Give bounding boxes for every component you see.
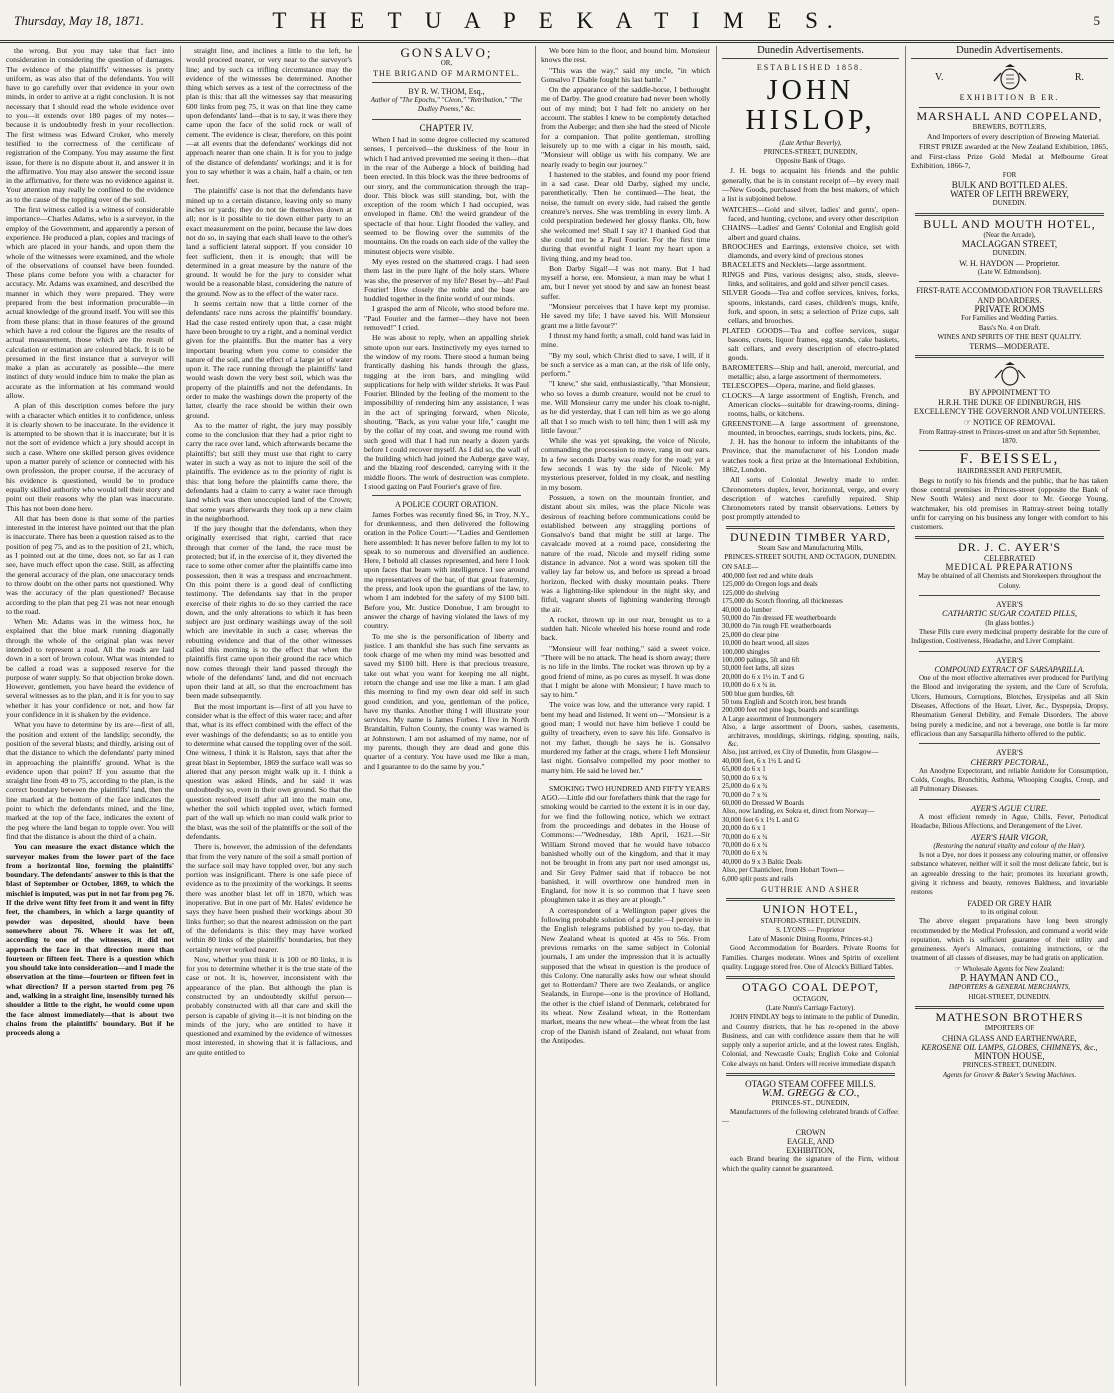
timber-item: 175,000 do Scotch flooring, all thicknesses <box>722 597 843 606</box>
divider <box>915 536 1104 539</box>
union-hotel-proprietor: S. LYONS — Proprietor <box>776 925 845 934</box>
timber-item: 20,000 do 6 x 1 <box>722 824 766 833</box>
timber-on-sale: ON SALE— <box>722 562 759 571</box>
column-rule <box>716 46 717 1386</box>
coffee-mills-title: OTAGO STEAM COFFEE MILLS. <box>745 1079 876 1090</box>
column-5-advertisements <box>722 46 899 1384</box>
timber-item: 100,000 shingles <box>722 647 770 656</box>
coffee-mills-text: each Brand bearing the signature of the Firm, without which the quality cannot be guaranteed. <box>722 1155 899 1173</box>
article-paragraph: When Mr. Adams was in the witness box, he explained that the blue mark running diagonally through the whole of the original plan was never intended to represent a road. All the roads are laid down in a sort of brown colour. What was intended to be called a road was a supposed reserve for the purpose of water supply. So that objection broke down. However, gentlemen, you have heard the evidence of several witnesses as to the plan, and it is for you to say whether it has your confidence or not, and how far your confidence in it is shaken by the evidence. <box>6 617 174 720</box>
divider <box>919 799 1100 800</box>
beissel-title: F. BEISSEL, <box>959 451 1060 468</box>
story-paragraph: On the appearance of the saddle-horse, I bethought me of Darby. The good creature had never been wholly out of my mind; but I had felt no anxiety on her account. The stables I knew to be completely detached from the Auberge; and then she had the steed of Nicole for a companion. That polite gentleman, strolling leisurely up to me with a cigar in his mouth, said, "Monsieur will oblige us with his company. We are nearly ready to begin our journey." <box>541 85 710 169</box>
timber-item: 10,000 do heart wood, all sizes <box>722 639 809 648</box>
article-paragraph: You can measure the exact distance which the surveyor makes from the lower part of the face from a horizontal line, forming the plaintiffs' boundary. The defendants' answer to this is that the blast of September or October, 1869, to which the mischief is imputed, was put in not far from peg 76. If the drive went fifty feet from it and went in fifty feet, the chambers, in which a large quantity of powder was deposited, should have been somewhere about 76. Where it was let off, according to one of the witnesses, it did not approach the face in that direction more than fourteen or fifteen feet. There is a question which you should take into consideration—and I made the observation at the time—fourteen or fifteen feet in what direction? If a person started from peg 76 and, walking in a straight line, insensibly turned his shoulder a little to the right, he would come upon the face almost immediately—that is about two chains from the plaintiffs' boundary. But if he proceeds along a <box>6 842 174 1038</box>
timber-item: 70,000 do 6 x ¾ <box>722 840 768 849</box>
story-byline-note: Author of "The Epochs," "Cleon," "Retribution," "The Dudley Poems," &c. <box>370 96 523 114</box>
goods-item: BRACELETS and Necklets—large assortment. <box>722 260 867 270</box>
coal-depot-title: OTAGO COAL DEPOT, <box>741 980 880 995</box>
article-paragraph: the wrong. But you may take that fact into consideration in considering the question of damages. The evidence of the plaintiffs' witnesses is pretty uniform, as was also that of the defendants. You will have to go carefully over that evidence in your own minds, in order to arrive at a right conclusion. It is not necessary that I should read the whole evidence over to you—it extends over 180 pages of my notes—because it is undoubtedly fresh in your recollection. The first witness was Edward Croker, who merely testified to the correctness of the certificate of registration of the Company. You may assume the first issue, for there is no dispute about it, and answer it in the affirmative. You may also answer the second issue in the affirmative, for there was no evidence against it. Your attention may really be confined to the evidence as to the cause of the toppling over of the soil. <box>6 46 174 204</box>
beissel-sub: HAIRDRESSER AND PERFUMER, <box>957 466 1062 475</box>
royal-arms-icon <box>990 63 1030 91</box>
exhibition-line: EXHIBITION B ER. <box>959 93 1060 103</box>
bull-hotel-terms: TERMS—MODERATE. <box>969 342 1050 352</box>
timber-item: 70,000 do 7 x ¾ <box>722 790 768 799</box>
masthead <box>0 0 1114 43</box>
story-paragraph: When I had in some degree collected my scattered senses, I perceived—the duskiness of the hour in which I had arrived prevented me seeing it then—that in the rear of the Auberge a block of building had been erected. In this block was the three bedrooms of our story, and the communication through the trap-door. This block was still standing, but, with the exception of the room which I had occupied, was enveloped in flame. Oh! the weird grandeur of the spectacle of that hour. Light flooded the valley, and seemed to be flowing over the summits of the mountains. On the roads on each side of the valley the minutest objects were visible. <box>364 135 529 256</box>
timber-item: 500 blue gum hurdles, 6ft <box>722 689 795 698</box>
article-paragraph: straight line, and inclines a little to the left, he would proceed nearer, or very near to the surveyor's line; and by such ca trifling circumstance may the evidence of the witnesses be determined. Another thing which serves as a test of the correctness of the plan is this: that all the witnesses say that measuring 600 links from peg 75, it was on that line they came upon defendants' land—that is to say, it was there they came upon the face of the solid rock or wall of cement. The evidence is clear, therefore, on this point—at all events that the defendants' workings did not approach nearer than one chain. It is for you to judge of the distance of defendants' workings; and it is for you to say whether it was a chain, half a chain, or ten feet. <box>186 46 352 186</box>
ayer-obtain: May be obtained of all Chemists and Storekeepers throughout the Colony. <box>917 572 1102 590</box>
timber-item: Also, per Chanticleer, from Hobart Town— <box>722 866 845 875</box>
timber-item: 50,000 do 7in dressed FE weatherboards <box>722 613 836 622</box>
timber-item: 50,000 feet laths, all sizes <box>722 664 795 673</box>
firm-note: (Late Arthur Beverly), <box>779 138 842 147</box>
story-byline: BY R. W. THOM, Esq., <box>408 86 485 96</box>
bull-hotel-title: BULL AND MOUTH HOTEL, <box>923 216 1096 231</box>
advertisements-heading: Dunedin Advertisements. <box>722 46 899 59</box>
removal-title-text: NOTICE OF REMOVAL <box>973 418 1056 428</box>
timber-yard-sub: Steam Saw and Manufacturing Mills, <box>758 544 863 553</box>
timber-item: 40,000 do 9 x 3 Baltic Deals <box>722 857 802 866</box>
appointment-text: H.R.H. THE DUKE OF EDINBURGH, HIS EXCELLENCY THE GOVERNOR AND VOLUNTEERS. <box>913 397 1106 417</box>
ayer-1: AYER'S <box>996 600 1023 610</box>
beissel-text: Begs to notify to his friends and the public, that he has taken those central premises in Princes-street (opposite the Bank of New South Wales) and next door to Mr. George Young, watchmaker, his old premises in Rattray-street being totally unfit for carrying on his business any longer with comfort to his customers. <box>911 475 1108 532</box>
police-court-paragraph: To me she is the personification of liberty and justice. I am thankful she has such fine servants as took charge of me when my mind was besotted and saved my $100 bill. Here is that precious treasure, take out what you want for keeping me all night, return the change and use me like a man. I am glad this morning to find my own dear old self in such good condition, and you, gentleman of the police, have my thanks. Another thing I will illustrate your services. My name is James Forbes. I live in North Brandaltin, Fulton County, the county was warned is at Johnstown. I am not ashamed of my name, nor of my parents, though they are dead and gone this quarter of a century. You have used me like a man, and I guarantee to do the same by you." <box>364 631 529 771</box>
bull-hotel-private-2: For Families and Wedding Parties. <box>961 314 1058 323</box>
column-6-advertisements <box>911 46 1108 1384</box>
column-rule <box>180 46 181 1386</box>
bull-hotel-late: (Late W. Edmondson). <box>977 268 1042 277</box>
removal-title: ☞ NOTICE OF REMOVAL <box>963 418 1056 428</box>
coffee-mills-intro: Manufacturers of the following celebrated brands of Coffee:— <box>722 1107 899 1126</box>
divider <box>372 119 521 120</box>
matheson-importers: IMPORTERS OF <box>984 1024 1035 1033</box>
timber-item: 70,000 do 6 x ¾ <box>722 832 768 841</box>
bull-hotel-draft: Bass's No. 4 on Draft. <box>978 323 1041 332</box>
brewer-title: MARSHALL AND COPELAND, <box>916 108 1103 123</box>
story-paragraph: The voice was low, and the utterance very rapid. I bent my head and listened. It went on—"Monsieur is a good man; I would not have him believe I could be guilty of treachery, even to save his life. Gonsalvo is not my father, though he says he is. Gonsalvo murdered my father at the crags, where I left Monsieur last night. Gonsalvo compelled my poor mother to marry him. He said he loved her." <box>541 700 710 775</box>
column-2-court-report <box>186 46 352 1384</box>
timber-item: 30,000 do 7in rough FE weatherboards <box>722 622 832 631</box>
timber-item: 40,000 do lumber <box>722 605 772 614</box>
brewer-for: FOR <box>1002 171 1017 180</box>
coal-depot-address: OCTAGON, <box>792 994 829 1003</box>
story-paragraph: I grasped the arm of Nicole, who stood before me. "Paul Fourier and the farmer—they have not been removed!" I cried. <box>364 304 529 333</box>
story-paragraph: I hastened to the stables, and found my poor friend in a sad case. Dear old Darby, sighed my uncle, parenthetically. Then he continued—The heat, the noise, the tumult on every side, had raised the gentle creature's nerves. She was trembling in every limb. A cold perspiration bedewed her glossy flanks. Oh, how she welcomed me! Shall I say it? I thanked God that she could not be a Paul Fourier. For the first time during that eventful night I leant my heart upon a living thing, and my head too. <box>541 169 710 263</box>
timber-item: 30,000 feet 6 x 1½ L and G <box>722 815 799 824</box>
ayer-sarsaparilla-text: One of the most effective alternatives ever produced for Purifying the Blood and invigorating the system, and the Cure of Scrofula, Ulcers, Humours, Corruptions, Blotches, Erysipelas and all Skin Diseases, Affections of the Heart, Liver, &c., Dyspepsia, Dropsy, Rheumatism General Debility, and Female Disorders. The above being purely a medicine, and not a beverage, one bottle is far more efficacious than any Sarsaparilla hitherto offered to the public. <box>911 674 1108 738</box>
ayer-3: AYER'S <box>996 748 1023 758</box>
timber-item: A Large assortment of Ironmongery <box>722 714 823 723</box>
brewer-bulk: BULK AND BOTTLED ALES. <box>951 179 1068 190</box>
vr-letter-r: R. <box>1074 72 1084 84</box>
bull-hotel-first: FIRST-RATE ACCOMMODATION FOR TRAVELLERS AND BOARDERS. <box>916 286 1103 305</box>
ayer-sarsaparilla: COMPOUND EXTRACT OF SARSAPARILLA. <box>934 664 1085 674</box>
divider <box>372 495 521 496</box>
timber-item: 25,000 do clear pine <box>722 630 780 639</box>
ayer-ague-text: A most efficient remedy in Ague, Chills, Fever, Periodical Headache, Bilious Affections, and Derangement of the Liver. <box>911 813 1108 831</box>
article-paragraph: The plaintiffs' case is not that the defendants have mined up to a certain distance, leaving only so many inches or yards; they do not tie themselves down at all; nor is it possible to tie down either party to an exact measurement on the point, because the law does not do so, in saying that each shall leave to the other's land a sufficient lateral support. If you consider 10 feet sufficient, then it is enough; that will be determined in a great measure by the nature of the ground. It would be for the jury to consider what would be a reasonable blast, considering the nature of the ground. Now as to the effect of the water race. <box>186 186 352 298</box>
goods-item: WATCHES—Gold and silver, ladies' and gents', open-faced, and hunting, cyclone, and every other description <box>722 204 899 223</box>
timber-item: 125,000 do shelving <box>722 588 779 597</box>
column-3 <box>364 46 529 1384</box>
vr-letter-v: V. <box>935 72 944 84</box>
chapter-heading: CHAPTER IV. <box>419 122 474 133</box>
story-paragraph: "This was the way," said my uncle, "in which Gonsalvo l' Diable fought his last battle." <box>541 65 710 84</box>
police-court-title: A POLICE COURT ORATION. <box>395 500 498 510</box>
timber-item: 125,000 do Oregon logs and deals <box>722 580 818 589</box>
article-paragraph: But the most important is—first of all you have to consider what is the effect of this water race; and after that, what is its effect combined with the effect of the ever washings of the defendants; so as to entitle you to determine what caused the toppling over of the soil. One witness, I think it is Ralston, says that after the great blast in September, 1869 the surface wall was so altered that any person might walk up it. I think a question was asked Hinds, and he said it was undoubtedly so, even in their own ground. So that the question resolved itself after all into the main one, whether the soil which toppled over, which formed part of the wall up which no man could walk prior to the blast, was the soil of the plaintiffs or the soil of the defendants. <box>186 701 352 841</box>
story-paragraph: Bon Darby Sigal!—I was not many. But I had myself a horse, ere. Monsieur, a man may be what I am, but I never yet stood by and saw an honest beast suffer. <box>541 263 710 301</box>
firm-note-3: All sorts of Colonial Jewelry made to order. Chronometers duplex, lever, horizontal, verge, and every description of watches carefully repaired. Ship Chronometers rated by transit observations. Letters by post promptly attended to <box>722 475 899 522</box>
ayer-agent-3: HIGH-STREET, DUNEDIN. <box>968 992 1051 1001</box>
column-rule <box>535 46 536 1386</box>
newspaper-title: T H E T U A P E K A T I M E S. <box>272 8 842 33</box>
matheson-china: CHINA GLASS AND EARTHENWARE, <box>942 1033 1077 1043</box>
ayer-pills: CATHARTIC SUGAR COATED PILLS, <box>942 608 1077 619</box>
story-paragraph: He was about to reply, when an appalling shriek smote upon our ears. Instinctively my eyes turned to the window of my room. There stood a human being frantically dashing his hands through the glass, tugging at the iron bars, and mingling wild supplications for help with wilder shrieks. It was Paul Fourier. Blinded by the feeling of the moment to the impossibility of rendering him any assistance, I was in the act of springing forward, when Nicole, shouting, "Back, as you value your life," caught me by the collar of my coat, and swung me round with such good will that I had run nearly a dozen yards before I could recover myself. As I did so, the wall of the building which had joined the Auberge gave way, and the blazing roof descended, carrying with it the middle floors. The work of destruction was complete. I stood gazing on Paul Fourier's grave of fire. <box>364 333 529 492</box>
brewer-sub: BREWERS, BOTTLERS, <box>972 122 1047 131</box>
wheat-article: A correspondent of a Wellington paper gives the following probable solution of a puzzle:—I perceive in the English telegrams published by you to-day, that New Zealand wheat is quoted at 45s to 56s. From previous remarks on the same subject in Colonial journals, I am under the impression that it is actually supposed that the wheat in question is the produce of this Colony. One naturally asks how our wheat should get to Rotterdam? There are two Zealands, or anglice Sealands, in Europe—one is the province of Holland, the other is the chief island of Denmark, celebrated for its wheat. New Zealand wheat, in the Rotterdam market, means the new wheat—the wheat from the last crop of the Danish island of Zealand, not wheat from the Antipodes. <box>541 905 710 1045</box>
timber-item: 200,000 feet red pine logs, boards and scantlings <box>722 706 859 715</box>
ayer-2: AYER'S <box>996 655 1023 665</box>
ayer-cherry: CHERRY PECTORAL, <box>970 756 1049 767</box>
coal-depot-text: JOHN FINDLAY begs to intimate to the public of Dunedin, and Country districts, that he has re-opened in the above Business, and can with confidence assure them that he will supply only a superior article, and at the lowest rates. English, Colonial, and Newcastle Coals; English Coke and Colonial Coke always on hand. Orders will receive immediate dispatch <box>722 1013 899 1068</box>
smoking-article: SMOKING TWO HUNDRED AND FIFTY YEARS AGO.—Little did our forefathers think that the rage for smoking would be carried to the extent it is in our day, for we find the following notice, which we extract from the proceedings and debates in the House of Commons:—"Wednesday, 18th April, 1621.—Sir William Strond moved that he would have tobacco banished wholly out of the kingdom, and that it may not be brought in from any part nor used amongst us, and Sir Grey Palmer said that if tobacco be not banished, it will overthrow one hundred men in England, for now it is so common that I have seen ploughmen take it as they are at plough." <box>541 783 710 905</box>
ayer-agent: P. HAYMAN AND CO., <box>960 973 1059 985</box>
article-paragraph: The first witness called is a witness of considerable importance—Charles Adams, who is a surveyor, in the employ of the Government, and apparently a person of experience. He produced a plan, copies and tracings of which are placed in your hands, and upon them the whole of the witnesses were examined, and the whole of the observations of counsel have been founded. These plans come before you with a character for accuracy. Mr. Adams was examined, and described the manner in which they were prepared. They were prepared from the best information procurable—in actual knowledge of the ground itself. You will see this from these plans: that in those features of the ground which have a red colour the figures are the results of actual measurement, those which are the result of calculation or estimation are coloured black. It is to be presumed in the first instance that a surveyor will make a plan as accurately as possible—the mere instinct of duty would induce him to make the plan as accurate as the information at his command would allow. <box>6 205 174 400</box>
bull-hotel-wines: WINES AND SPIRITS OF THE BEST QUALITY. <box>937 332 1082 341</box>
john-hislop-heading: JOHN HISLOP, <box>745 74 876 136</box>
coffee-mills-firm: W.M. GREGG & CO., <box>761 1087 860 1100</box>
matheson-house: MINTON HOUSE, <box>974 1051 1045 1062</box>
timber-item: Also, a large assortment of Doors, sashes, casements, architraves, mouldings, skirtings, ridging, spouting, nails, &c. <box>722 723 899 749</box>
appointment-title: BY APPOINTMENT TO <box>968 388 1051 398</box>
story-paragraph: "Monsieur perceives that I have kept my promise. He saved my life; I have saved his. Will Monsieur grant me a little favour?" <box>541 302 710 330</box>
divider <box>919 743 1100 744</box>
police-court-paragraph: James Forbes was recently fined $6, in Troy, N.Y., for drunkenness, and then delivered the following oration in the Police Court:—"Ladies and Gentlemen here assembled: It has never before fallen to my lot to speak to so numerous and diversified an audience. Here, I behold all classes represented, and here I look upon faces that beam with intelligence. I see around me representatives of the bar, of that great fraternity, the press, and look upon the guardians of the law, to whom I am indebted for the safety of my $100 bill. Before you, Mr. Justice Donohue, I am brought to answer the charge of having violated the laws of my country. <box>364 509 529 631</box>
goods-item: SILVER Goods—Tea and coffee services, knives, forks, spoons, inkstands, card cases, children's mugs, knife, fork, and spoon, in sets; a selection of Prize cups, salt cellars, and brooches. <box>722 288 899 326</box>
ayer-hair-text: Is not a Dye, nor does it possess any colouring matter, or offensive substance whatever, neither will it soil the most delicate fabric, but is an agreeable dressing to the hair; promotes its luxuriant growth, giving it richness and beauty, removes Baldness, and invariable restores <box>911 851 1108 897</box>
established-line: ESTABLISHED 1858. <box>756 63 865 73</box>
union-hotel-late: Late of Masonic Dining Rooms, Princes-st.) <box>748 935 873 944</box>
removal-text: From Rattray-street to Princes-street on and after 5th September, 1870. <box>918 427 1101 445</box>
divider <box>919 281 1100 282</box>
matheson-title: MATHESON BROTHERS <box>935 1009 1084 1024</box>
story-paragraph: I thrust my hand forth; a small, cold hand was laid in mine. <box>541 330 710 350</box>
timber-firm: GUTHRIE AND ASHER <box>761 884 860 894</box>
divider <box>549 779 702 780</box>
divider <box>915 1006 1104 1009</box>
timber-item: 60,000 do Dressed W Boards <box>722 798 804 807</box>
brewer-prize: FIRST PRIZE awarded at the New Zealand Exhibition, 1865, and First-class Prize Gold Medal at Melbourne Great Exhibition, 1866-7, <box>911 142 1108 171</box>
divider <box>915 355 1104 358</box>
column-rule <box>358 46 359 1386</box>
article-paragraph: What you have to determine by its are—first of all, the position and extent of the landslip; secondly, the position of the several blasts; and thirdly, arising out of that the distance to which the defendants' party mined in approaching the plaintiffs' ground. What is the evidence upon that point? If you assume that the straight line from 49 to 75, according to the plan, is the correct boundary between the plaintiffs' land, then the line marked at the bottom of the face indicates the point to which the defendants mined, and the line, marked at the top of the face, indicates the extent of the peg where the land began to topple over. You will find that the distance is about the third of a chain. <box>6 720 174 841</box>
story-paragraph: "I knew," she said, enthusiastically, "that Monsieur, who so loves a dumb creature, would not be cruel to me. Will Monsieur carry me under his cloak to-night, as he did yesterday, that I can tell him as we go along all that I so much wish to tell him; then I will ask my little favour." <box>541 379 710 435</box>
story-paragraph: Possuen, a town on the mountain frontier, and distant about six miles, was the place Nicole was desirous of reaching before communications could be established between any straggling portions of Gonsalvo's band that might be still at large. The cavalcade moved at a round pace, considering the nature of the road, Nicole and myself riding some distance in advance. Not a word was spoken till the valley lay far below us, and before us spread a broad horizon, flecked with dusky mountain peaks. There was a lightning-like splendour in the night sky, and fitful, vagrant sheets of lightning wandering through the air. <box>541 492 710 614</box>
matheson-address: PRINCES-STREET, DUNEDIN. <box>962 1061 1057 1070</box>
coffee-brand: EAGLE, AND <box>786 1136 835 1146</box>
timber-item: Also, now landing, ex Sokra et, direct from Norway— <box>722 807 875 816</box>
bull-hotel-proprietor: W. H. HAYDON — Proprietor. <box>959 258 1060 268</box>
firm-note-2: J. H. has the honour to inform the inhabitants of the Province, that the manufacturer of his London made watches took a first prize at the International Exhibition, 1862, London. <box>722 437 899 474</box>
timber-item: 25,000 do 6 x ¾ <box>722 782 768 791</box>
timber-item: 40,000 feet, 6 x 1½ L and G <box>722 756 801 765</box>
ayer-hair-note: (Restoring the natural vitality and colour of the Hair). <box>933 841 1086 850</box>
firm-intro: J. H. begs to acquaint his friends and the public generally, that he is in constant receipt of—by every mail—New Goods, purchased from the best makers, of which a list is subjoined below. <box>722 166 899 204</box>
goods-item: TELESCOPES—Opera, marine, and field glasses. <box>722 381 876 391</box>
coffee-brand: CROWN <box>795 1127 826 1137</box>
timber-item: 100,000 palings, 5ft and 6ft <box>722 656 800 665</box>
ayer-pills-text: These Pills cure every medicinal property desirable for the cure of Indigestion, Costiveness, Headache, and Liver Complaint. <box>911 627 1108 646</box>
timber-item: 65,000 do 6 x 1 <box>722 765 766 774</box>
story-paragraph: My eyes rested on the shattered crags. I had seen them last in the pure light of the holy stars. Where was she, the preserver of my life? Beset by—ah! Paul Fourier! How closely the noble and the base are huddled together in the finite world of our minds. <box>364 256 529 304</box>
goods-item: RINGS and Pins, various designs; also, studs, sleeve-links, and solitaires, and gold and silver pencil cases. <box>722 269 899 289</box>
divider <box>726 976 895 979</box>
ayer-hair-colour: to its original colour. <box>980 907 1039 916</box>
column-1-court-report <box>6 46 174 1384</box>
story-title: GONSALVO; <box>400 46 493 60</box>
timber-item: 50,000 do 6 x ¾ <box>722 773 768 782</box>
firm-address-2: Opposite Bank of Otago. <box>775 157 846 166</box>
story-subtitle-or: OR, <box>440 59 453 68</box>
ayer-title: DR. J. C. AYER'S <box>957 539 1062 554</box>
article-paragraph: As to the matter of right, the jury may possibly come to the conclusion that they had a prior right to carry the race over land, which afterwards became the plaintiffs'; but still they must use that right to carry water in such a way as not to injure the soil of the plaintiffs. The evidence as to the priority of right is this: that long before the plaintiffs came there, the defendants had a claim to carry a water race through land which was then unoccupied land of the Crown; that some years afterwards they took up a new claim in the neighborhood. <box>186 420 352 523</box>
coffee-mills-address: PRINCES-ST., DUNEDIN, <box>771 1098 850 1107</box>
divider <box>726 898 895 901</box>
ayer-wholesale: ☞ Wholesale Agents for New Zealand: <box>954 964 1065 973</box>
bull-hotel-street: MACLAGGAN STREET, <box>961 239 1058 250</box>
divider <box>915 213 1104 216</box>
timber-yard-address: PRINCES-STREET SOUTH, AND OCTAGON, DUNEDIN. <box>724 553 897 562</box>
royal-arms-row <box>911 63 1108 93</box>
advertisements-heading: Dunedin Advertisements. <box>911 46 1108 59</box>
divider <box>919 107 1100 108</box>
story-paragraph: While she was yet speaking, the voice of Nicole, commanding the procession to move, rang in our ears. In a few seconds Darby was ready for the road; yet a few seconds I was by the side of Nicole. My mysterious preserver, folded in my cloak, and nestling in my bosom. <box>541 436 710 492</box>
story-paragraph: A rocket, thrown up in our rear, brought us to a sudden halt. Nicole wheeled his horse round and rode back. <box>541 614 710 643</box>
coffee-brand: EXHIBITION, <box>786 1146 835 1156</box>
bull-hotel-near: (Near the Arcade), <box>983 230 1036 239</box>
divider <box>726 1073 895 1076</box>
timber-item: 6,000 split posts and rails <box>722 874 794 883</box>
story-paragraph: We bore him to the floor, and bound him. Monsieur knows the rest. <box>541 46 710 65</box>
article-paragraph: Now, whether you think it is 100 or 80 links, it is for you to determine whether it is the true state of the case or not. It is, however, inconsistent with the appearance of the plan. But although the plan is constructed by an undoubtedly skilful person—probably constructed with all that care and skill the person is capable of giving it—it is not binding on the minds of the jury, who are entitled to have it questioned and examined by the evidence of witnesses most interested, in showing that it is fallacious, and are quite entitled to <box>186 954 352 1057</box>
article-paragraph: A plan of this description comes before the jury with a character which entitles it to confidence, unless it is clearly shown to be inaccurate. In the evidence it is attempted to be shown that it is inaccurate; but it is not the sort of evidence which a jury should accept in such a case. Where one skilled person gives evidence upon a matter purely of science or connected with his own profession, the proper course, if the accuracy of his evidence is questioned, would be to produce equally skilled authority who would tell their story and point out their reasons why the plan was inaccurate. This has not been done here. <box>6 401 174 513</box>
bull-hotel-town: DUNEDIN. <box>992 249 1027 258</box>
divider <box>726 526 895 529</box>
timber-item: 70,000 do 6 x ¾ <box>722 849 768 858</box>
article-paragraph: It seems certain now that a little corner of the defendants' race runs across the plaintiffs' boundary. Had the case rested entirely upon that, a case might have been brought to try a right, and a nominal verdict given for the plaintiffs. But the matter has a very important bearing when you come to consider the nature of the soil, and the effect of a large jet of water upon it. The race running through the plaintiffs' land would wash down the very best soil, which was the property of the plaintiffs and not the defendants. In order to make the washings down the property of the latter, clearly the race should be within their own ground. <box>186 299 352 420</box>
ayer-closing-text: The above elegant preparations have long been strongly recommended by the Medical Profession, and command a world wide reputation, which is sufficient guarantee of their utility and genuineness. Ayer's Almanacs, containing instructions, or the treatment of all classes of diseases, may be had gratis on application. <box>911 917 1108 963</box>
column-rule <box>905 46 906 1386</box>
page-number: 5 <box>1093 13 1100 28</box>
timber-item: 10,000 do 6 x ¾ in. <box>722 681 777 690</box>
bull-hotel-private: PRIVATE ROOMS <box>974 303 1045 314</box>
brewer-water: WATER OF LEITH BREWERY, <box>950 188 1069 199</box>
coal-depot-late: (Late Nunn's Carriage Factory). <box>765 1003 856 1012</box>
timber-yard-title: DUNEDIN TIMBER YARD, <box>730 529 891 544</box>
ayer-hair: AYER'S HAIR VIGOR, <box>970 831 1049 842</box>
ayer-wholesale-text: Wholesale Agents for New Zealand: <box>962 964 1065 973</box>
article-paragraph: If the jury thought that the defendants, when they originally exercised that right, carried that race through that corner of the land, the race must be protected; but if, in the exercise of it, they diverted the race to some other corner after the plaintiffs came into possession, then it was a trespass and encroachment. On this point there is a good deal of conflicting testimony. The defendants say that in the proper exercise of their rights to do so they carried the race down, and the only alterations to which it has been subject are just ordinary washings away of the soil which are inevitable in such a case; whereas the rebutting evidence and that of the other witnesses called this morning is to the effect that when the plaintiffs first came upon their ground the race which now comes through their land passed through the whole of the defendants' land, and did not encroach upon their land at all, so that the encroachment has been made subsequently. <box>186 524 352 701</box>
ayer-medical: MEDICAL PREPARATIONS <box>945 562 1074 573</box>
brewer-text: And Importers of every description of Brewing Material. <box>927 132 1100 142</box>
firm-address: PRINCES-STREET, DUNEDIN, <box>763 147 858 156</box>
union-hotel-title: UNION HOTEL, <box>762 902 859 917</box>
story-paragraph: "Monsieur will fear nothing," said a sweet voice. "There will be no attack. The head is shorn away; there is no life in the limbs. The rocket was thrown up by a good friend of mine, as po cures as myself. It was done that I might be alone with Monsieur; I have much to say to him." <box>541 643 710 700</box>
ayer-agent-2: IMPORTERS & GENERAL MERCHANTS, <box>948 983 1071 992</box>
royal-crest-icon <box>992 362 1028 386</box>
union-hotel-address: STAFFORD-STREET, DUNEDIN. <box>760 916 861 925</box>
goods-item: PLATED GOODS—Tea and coffee services, sugar basons, cruets, liquor frames, egg stands, cake baskets, salt cellars, and every description of electro-plated goods. <box>722 325 899 363</box>
article-paragraph: There is, however, the admission of the defendants that from the very nature of the soil a small portion of the surface soil may have toppled over, but any such portion was insignificant. There is one safe piece of evidence as to the proximity of the workings. It seems there was another blast let off in 1870, which was inoperative. But in one part of Mr. Hales' evidence he says they have been pushed their workings about 30 links further; so that the nearest admission on the part of the defendants is this: they may have worked within 80 links of the plaintiffs' boundaries, but they certainly never worked nearer. <box>186 842 352 954</box>
brewer-town: DUNEDIN. <box>992 199 1027 208</box>
story-paragraph: "By my soul, which Christ died to save, I will, if it be such a service as a man can, at the risk of life only, perform." <box>541 350 710 379</box>
divider <box>919 595 1100 596</box>
goods-item: CLOCKS—A large assortment of English, French, and American clocks—suitable for drawing-rooms, dining-rooms, halls, or kitchens. <box>722 390 899 419</box>
timber-item: 400,000 feet red and white deals <box>722 571 813 580</box>
goods-item: BROOCHES and Earrings, extensive choice, set with diamonds, and every kind of precious stones <box>722 241 899 261</box>
ayer-cherry-text: An Anodyne Expectorant, and reliable Antidote for Consumption, Colds, Coughs, Bronchitis, Asthma, Whooping Coughs, Croup, and all Pulmonary Diseases. <box>911 766 1108 794</box>
goods-item: GREENSTONE—A large assortment of greenstone, mounted, in brooches, earrings, studs lockets, pins, &c. <box>722 418 899 437</box>
timber-item: 20,000 do 6 x 1½ in. T and G <box>722 672 805 681</box>
ayer-celebrated: CELEBRATED <box>983 553 1036 563</box>
timber-item: Also, just arrived, ex City of Dunedin, from Glasgow— <box>722 748 879 757</box>
ayer-hair-faded: FADED OR GREY HAIR <box>967 898 1052 908</box>
goods-item: BAROMETERS—Ship and hall, aneroid, mercurial, and metallic; also, a large assortment of thermometers. <box>722 362 899 382</box>
goods-item: CHAINS—Ladies' and Gents' Colonial and English gold albert and guard chains. <box>722 223 899 242</box>
column-4-story <box>541 46 710 1384</box>
article-paragraph: All that has been done is that some of the parties interested in the interest have pointed out that the plan is inaccurate. There has been a question raised as to the position of peg 75, and as to the position of 21, which, as I pointed out at the time, does not, so far as I can see, have much effect upon the case. Still, as affecting the general accuracy of the plan, one unaccuracy tends to throw doubt on the other parts not questioned. Why was the accuracy of the plan questioned? Because according to the plan that peg 21 was not near enough to the road. <box>6 513 174 616</box>
matheson-agents: Agents for Grover & Baker's Sewing Machines. <box>942 1070 1077 1079</box>
divider <box>919 651 1100 652</box>
ayer-ague: AYER'S AGUE CURE. <box>971 802 1048 813</box>
matheson-kerosene: KEROSENE OIL LAMPS, GLOBES, CHIMNEYS, &c., <box>921 1042 1098 1052</box>
divider <box>372 82 521 83</box>
union-hotel-text: Good Accommodation for Boarders. Private Rooms for Families. Charges moderate. Wines and Spirits of excellent quality. Luggage stored free. One of Alcock's Billiard Tables. <box>722 944 899 972</box>
story-subtitle: THE BRIGAND OF MARMONTEL. <box>373 68 520 78</box>
ayer-pills-note: (In glass bottles.) <box>985 618 1034 627</box>
issue-date: Thursday, May 18, 1871. <box>14 13 144 28</box>
timber-item: 50 tons English and Scotch iron, best brands <box>722 698 847 707</box>
